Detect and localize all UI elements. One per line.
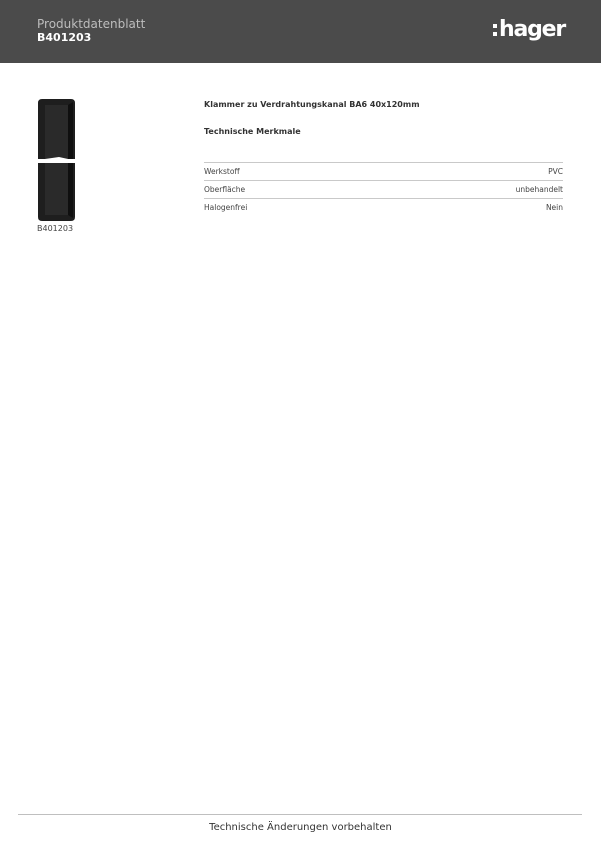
spec-label: Werkstoff: [204, 167, 240, 176]
image-caption: B401203: [37, 224, 74, 233]
spec-row: [204, 162, 563, 180]
document-type: Produktdatenblatt: [37, 17, 146, 31]
page-header: [0, 0, 601, 63]
footer-note: Technische Änderungen vorbehalten: [209, 822, 392, 833]
product-image: [33, 97, 81, 223]
logo-text: hager: [499, 17, 566, 42]
wiring-duct-clamp-icon: [33, 97, 81, 223]
logo-dots-icon: [493, 24, 497, 36]
hager-logo: [493, 17, 565, 43]
spec-table: [204, 162, 563, 216]
product-code: B401203: [37, 31, 92, 44]
spec-value: unbehandelt: [515, 185, 563, 194]
spec-value: Nein: [545, 203, 563, 212]
spec-label: Halogenfrei: [204, 203, 248, 212]
spec-value: PVC: [548, 167, 563, 176]
spec-row: [204, 198, 563, 216]
product-title: Klammer zu Verdrahtungskanal BA6 40x120mm: [204, 100, 420, 109]
section-heading: Technische Merkmale: [204, 127, 301, 136]
footer-divider: [18, 814, 582, 815]
spec-label: Oberfläche: [204, 185, 246, 194]
spec-row: [204, 180, 563, 198]
